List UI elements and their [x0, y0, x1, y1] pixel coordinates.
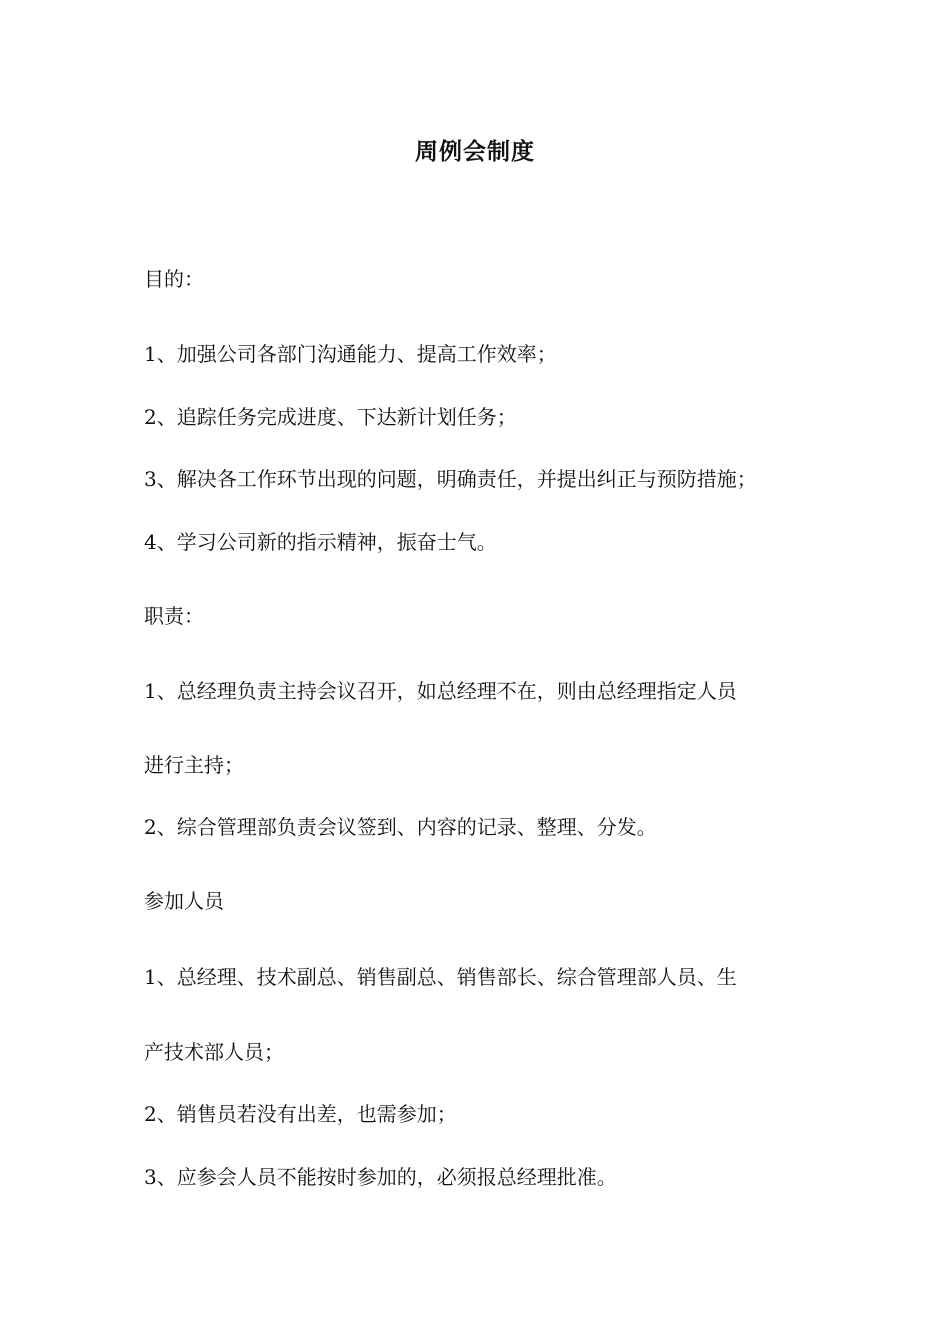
attendee-item-2: 2、销售员若没有出差，也需参加；: [144, 1102, 457, 1126]
duty-item-2: 2、综合管理部负责会议签到、内容的记录、整理、分发。: [144, 815, 657, 839]
duty-item-1-continued: 进行主持；: [144, 753, 244, 777]
purpose-item-2: 2、追踪任务完成进度、下达新计划任务；: [144, 405, 517, 429]
attendee-item-1: 1、总经理、技术副总、销售副总、销售部长、综合管理部人员、生: [144, 965, 737, 989]
section-heading-duties: 职责：: [144, 604, 204, 628]
document-title: 周例会制度: [415, 139, 535, 165]
purpose-item-4: 4、学习公司新的指示精神，振奋士气。: [144, 530, 497, 554]
attendee-item-3: 3、应参会人员不能按时参加的，必须报总经理批准。: [144, 1165, 617, 1189]
section-heading-attendees: 参加人员: [144, 889, 224, 913]
purpose-item-3: 3、解决各工作环节出现的问题，明确责任，并提出纠正与预防措施；: [144, 467, 757, 491]
attendee-item-1-continued: 产技术部人员；: [144, 1040, 284, 1064]
section-heading-purpose: 目的：: [144, 267, 204, 291]
purpose-item-1: 1、加强公司各部门沟通能力、提高工作效率；: [144, 342, 557, 366]
duty-item-1: 1、总经理负责主持会议召开，如总经理不在，则由总经理指定人员: [144, 679, 737, 703]
